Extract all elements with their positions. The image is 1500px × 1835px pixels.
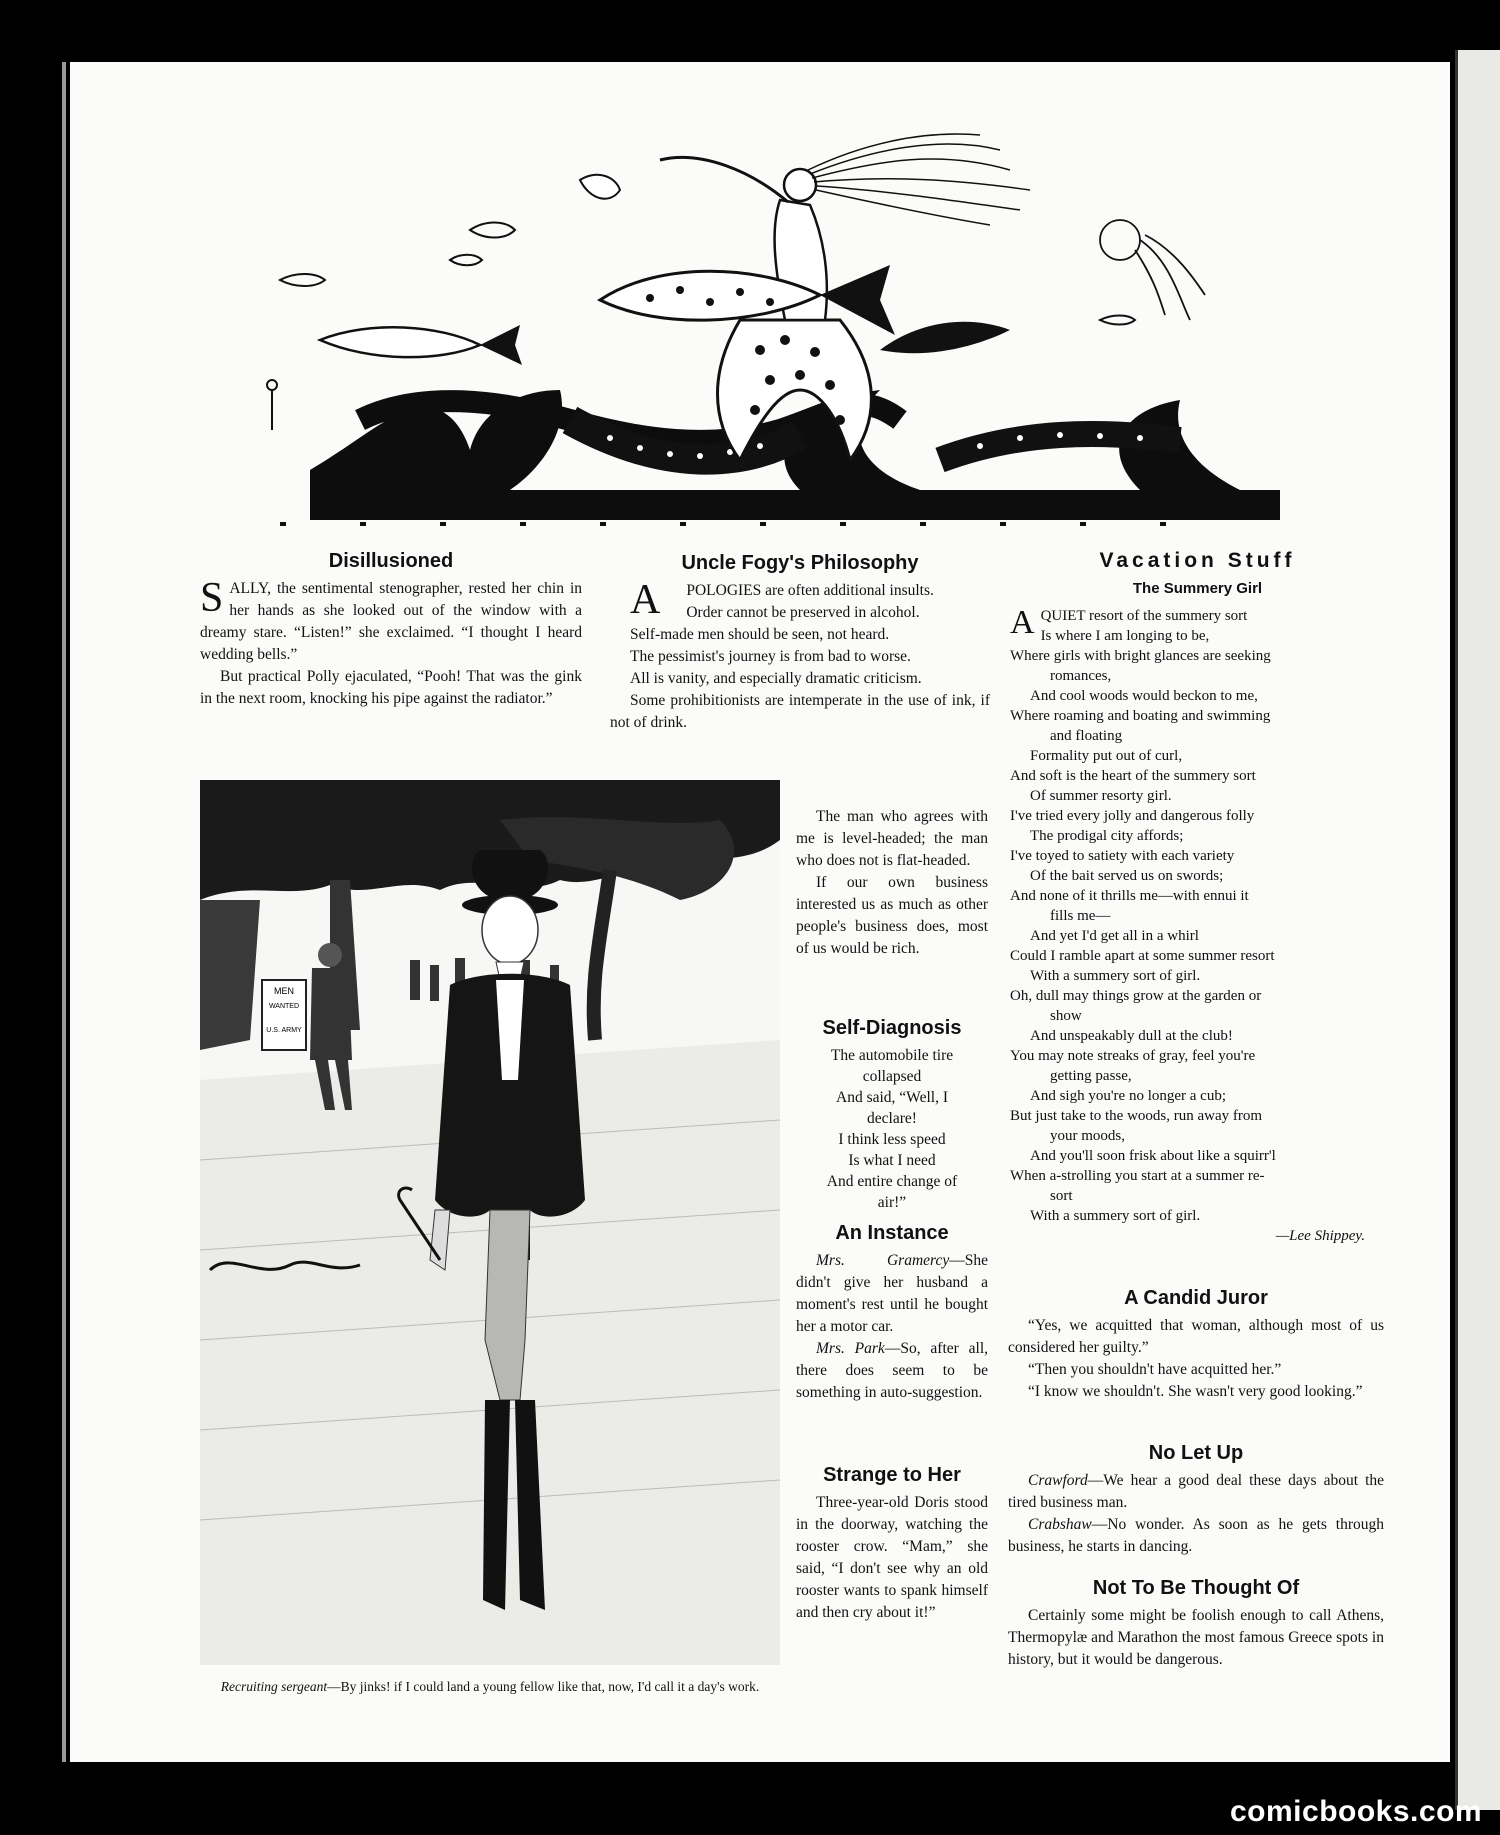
philosophy-line-1: A POLOGIES are often additional insults.: [610, 580, 990, 602]
philosophy-line-2: Order cannot be preserved in alcohol.: [686, 604, 920, 621]
strange-title: Strange to Her: [823, 1464, 961, 1486]
sign-line-2: WANTED: [268, 1003, 300, 1010]
philosophy-line-6: Some prohibitionists are intemperate in the use of ink, if not of drink.: [610, 692, 990, 731]
self-diagnosis-line: Is what I need: [848, 1152, 936, 1169]
no-let-up-paragraph-2: Crabshaw—No wonder. As soon as he gets through business, he starts in dancing.: [1008, 1516, 1384, 1555]
philosophy-article: [610, 550, 990, 734]
disillusioned-article: [200, 548, 582, 710]
vacation-subtitle: The Summery Girl: [1132, 580, 1263, 597]
self-diagnosis-line: declare!: [867, 1110, 917, 1127]
philosophy-line-4: The pessimist's journey is from bad to worse.: [630, 648, 911, 665]
disillusioned-paragraph-1: SALLY, the sentimental stenographer, rested her chin in her hands as she looked out of the window with a dreamy stare. “Listen!” she exclaimed. “I thought I heard wedding bells.”: [200, 575, 582, 663]
illustration-caption: [200, 1678, 780, 1696]
no-let-up-article: [1008, 1440, 1384, 1558]
vacation-title: Vacation Stuff: [1099, 549, 1296, 572]
juror-paragraph-1: “Yes, we acquitted that woman, although most of us considered her guilty.”: [1008, 1317, 1384, 1356]
disillusioned-title: Disillusioned: [328, 550, 454, 572]
strange-paragraph: Three-year-old Doris stood in the doorway, watching the rooster crow. “Mam,” she said, “I don't see why an old rooster wants to spank himself and then cry about it!”: [796, 1494, 988, 1621]
poem-stanza-1: AQUIET resort of the summery sort Is where I am longing to be, Where girls with bright glances are seeking romances, And cool woods would beckon to me, Where roaming and boating and swimming and floating Formality put out of curl, And soft is the heart of the summery sort Of summer resorty girl.: [1010, 604, 1271, 804]
philosophy-title: Uncle Fogy's Philosophy: [681, 552, 919, 574]
self-diagnosis-line: collapsed: [862, 1068, 922, 1085]
sign-line-3: U.S. ARMY: [266, 1027, 302, 1034]
self-diagnosis-line: And entire change of: [826, 1173, 958, 1190]
instance-paragraph-1: Mrs. Gramercy—She didn't give her husband a moment's rest until he bought her a motor car.: [796, 1252, 988, 1335]
drop-cap-s: S: [200, 575, 224, 621]
caption-text: —By jinks! if I could land a young fellow like that, now, I'd call it a day's work.: [327, 1679, 760, 1694]
not-to-be-thought-of-article: [1008, 1575, 1384, 1671]
self-diagnosis-title: Self-Diagnosis: [822, 1017, 962, 1039]
self-diagnosis-line: air!”: [877, 1194, 907, 1211]
poem-stanza-2: I've tried every jolly and dangerous folly The prodigal city affords; I've toyed to satiety with each variety Of the bait served us on swords; And none of it thrills me—with ennui it fills me— And yet I'd get all in a whirl Could I ramble apart at some summer resort With a summery sort of girl.: [1010, 808, 1275, 984]
juror-paragraph-3: “I know we shouldn't. She wasn't very good looking.”: [1028, 1383, 1363, 1400]
philosophy-continued: [796, 806, 988, 960]
self-diagnosis-line: And said, “Well, I: [836, 1089, 948, 1106]
self-diagnosis-poem: [796, 1015, 988, 1213]
poem-signature: —Lee Shippey.: [1275, 1228, 1365, 1244]
poem-stanza-3: Oh, dull may things grow at the garden or show And unspeakably dull at the club! You may note streaks of gray, feel you're getting passe, And sigh you're no longer a cub; But just take to the woods, run away from your moods, And you'll soon frisk about like a squirr'l When a-strolling you start at a summer re- sort With a summery sort of girl. —Lee Shippey.: [1010, 986, 1385, 1246]
no-let-up-paragraph-1: Crawford—We hear a good deal these days about the tired business man.: [1008, 1472, 1384, 1511]
philosophy-line-8: If our own business interested us as much as other people's business does, most of us would be rich.: [796, 874, 988, 957]
philosophy-line-5: All is vanity, and especially dramatic criticism.: [630, 670, 922, 687]
juror-paragraph-2: “Then you shouldn't have acquitted her.”: [1028, 1361, 1282, 1378]
page-spine: [1455, 50, 1458, 1810]
disillusioned-paragraph-2: But practical Polly ejaculated, “Pooh! That was the gink in the next room, knocking his pipe against the radiator.”: [200, 668, 582, 707]
philosophy-line-3: Self-made men should be seen, not heard.: [630, 626, 890, 643]
sign-line-1: MEN: [274, 986, 294, 996]
self-diagnosis-line: I think less speed: [838, 1131, 946, 1148]
strange-to-her-article: [796, 1462, 988, 1624]
instance-article: [796, 1220, 988, 1404]
recruiting-sergeant-illustration: [200, 780, 780, 1665]
juror-title: A Candid Juror: [1124, 1287, 1268, 1309]
site-watermark: comicbooks.com: [1230, 1795, 1483, 1828]
not-thought-paragraph: Certainly some might be foolish enough to call Athens, Thermopylæ and Marathon the most famous Greece spots in history, but it would be dangerous.: [1008, 1607, 1384, 1668]
philosophy-line-7: The man who agrees with me is level-headed; the man who does not is flat-headed.: [796, 808, 988, 869]
vacation-stuff-poem: [1010, 548, 1385, 1246]
no-let-up-title: No Let Up: [1148, 1442, 1244, 1464]
drop-cap-a: A: [630, 577, 661, 623]
page-left-edge: [62, 62, 66, 1762]
caption-speaker: Recruiting sergeant: [220, 1679, 328, 1694]
self-diagnosis-line: The automobile tire: [830, 1047, 954, 1064]
mermaid-banner-illustration: [240, 90, 1320, 530]
page-right-edge: [1455, 50, 1500, 1810]
candid-juror-article: [1008, 1285, 1384, 1403]
drop-cap-a2: A: [1010, 604, 1035, 641]
instance-paragraph-2: Mrs. Park—So, after all, there does seem to be something in auto-suggestion.: [796, 1340, 988, 1401]
not-thought-title: Not To Be Thought Of: [1092, 1577, 1300, 1599]
instance-title: An Instance: [835, 1222, 949, 1244]
